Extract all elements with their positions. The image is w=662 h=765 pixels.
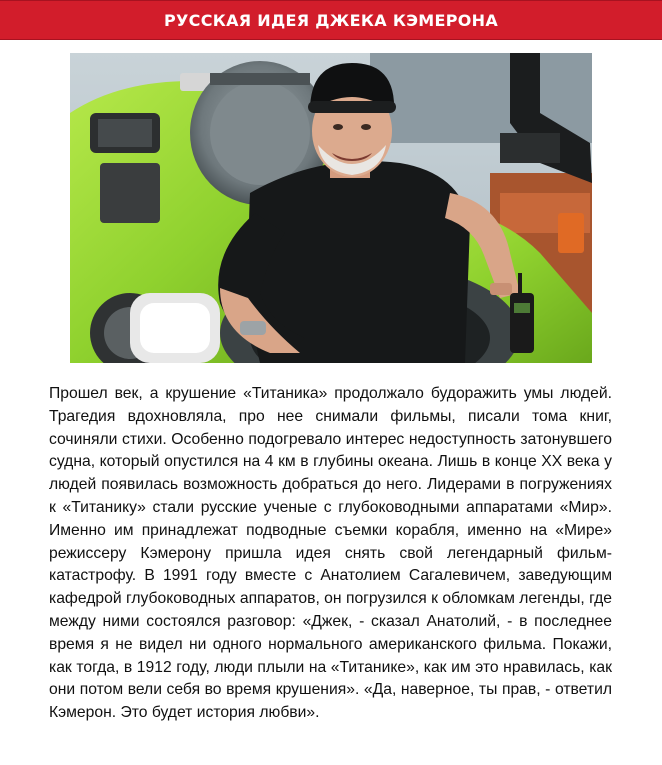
page-title: РУССКАЯ ИДЕЯ ДЖЕКА КЭМЕРОНА — [163, 10, 499, 30]
article-body: Прошел век, а крушение «Титаника» продолжало будоражить умы людей. Трагедия вдохновляла, про нее снимали фильмы, писали тома книг, сочиняли стихи. Особенно подогревало интерес недоступность затонувшего судна, который опустился на 4 км в глубины океана. Лишь в конце XX века у людей появилась возможность добраться до него. Лидерами в погружениях к «Титанику» стали русские ученые с глубоководными аппаратами «Мир». Именно им принадлежат подводные съемки корабля, именно на «Мире» режиссеру Кэмерону пришла идея снять свой легендарный фильм-катастрофу. В 1991 году вместе с Анатолием Сагалевичем, заведующим кафедрой глубоководных аппаратов, он погрузился к обломкам легенды, где между ними состоялся разговор: «Джек, - сказал Анатолий, - в последнее время я не видел ни одного нормального американского фильма. Покажи, как тогда, в 1912 году, люди плыли на «Титанике», как им это нравилась, как они потом вели себя во время крушения». «Да, наверное, ты прав, - ответил Кэмерон. Это будет история любви». — [49, 385, 612, 722]
article-photo — [70, 53, 592, 363]
photo-illustration — [70, 53, 592, 363]
header-bar — [0, 0, 662, 40]
